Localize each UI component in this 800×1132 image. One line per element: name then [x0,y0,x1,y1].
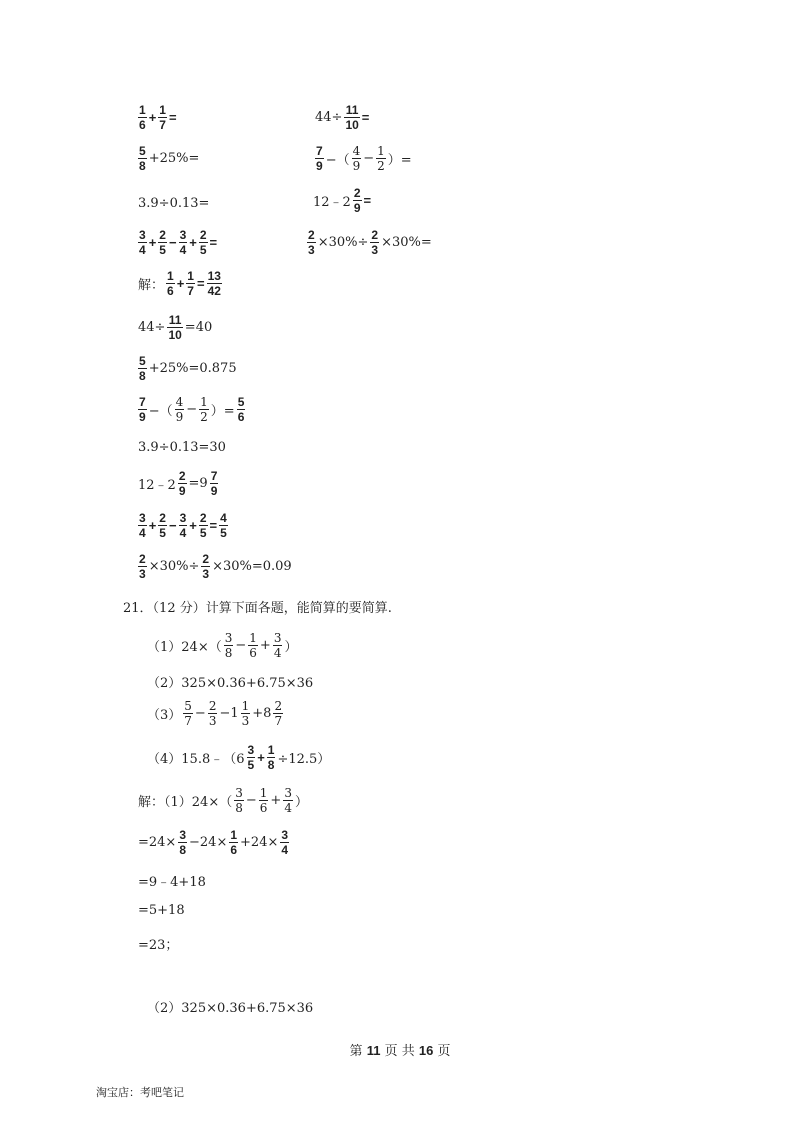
math-text: （4）15.8﹣（6 [147,752,245,767]
footer-text: 第 [349,1044,367,1059]
denominator: 8 [235,801,243,815]
solution-6 [137,470,219,497]
math-text: = [363,193,372,208]
denominator: 6 [237,410,245,424]
solution-3 [137,355,238,382]
math-text: ×30%=0.09 [212,559,292,574]
fraction [138,396,147,423]
fraction [179,229,188,256]
math-text: +25%=0.875 [148,361,237,376]
denominator: 6 [139,118,146,132]
fraction [229,829,238,856]
fraction [280,829,289,856]
denominator: 3 [208,714,217,728]
denominator: 4 [273,646,282,660]
numerator: 3 [179,828,187,842]
numerator: 3 [273,631,282,645]
numerator: 5 [184,699,192,713]
denominator: 6 [230,843,238,857]
fraction [247,744,256,771]
numerator: 1 [230,828,238,842]
question-21-title [122,597,393,616]
denominator: 7 [274,714,283,728]
total-pages: 16 [418,1043,434,1058]
denominator: 9 [353,201,361,215]
numerator: 3 [235,786,243,800]
denominator: 4 [179,243,187,257]
fraction [237,396,246,423]
numerator: 7 [316,144,323,158]
problem-5 [137,196,210,211]
math-text: ） [294,795,308,810]
fraction [199,396,209,423]
fraction [241,700,251,727]
numerator: 1 [249,631,257,645]
denominator: 3 [241,714,250,728]
solution-4 [137,396,246,423]
q21-item-3 [146,700,284,727]
math-text: + [176,276,185,291]
math-text: （3） [147,708,182,723]
math-text: ） [284,640,298,655]
math-text: 解：（1）24×（ [138,795,233,810]
denominator: 3 [139,567,146,581]
numerator: 2 [208,699,217,713]
q21-item-2 [146,672,314,691]
math-text: =9 [188,476,208,491]
denominator: 5 [247,758,255,772]
math-text: −（ [325,153,350,168]
problem-2 [314,104,370,131]
denominator: 10 [168,328,182,342]
math-text: −（ [148,404,173,419]
math-text: 44÷ [138,320,166,335]
denominator: 4 [139,243,146,257]
q21-solution-next [146,997,314,1016]
numerator: 2 [274,699,283,713]
denominator: 4 [281,843,289,857]
numerator: 5 [237,395,245,409]
numerator: 1 [241,699,250,713]
math-text: = [168,110,177,125]
numerator: 3 [179,511,187,525]
denominator: 9 [210,484,218,498]
fraction [352,145,362,172]
denominator: 6 [259,801,268,815]
problem-8 [306,229,433,256]
fraction [273,700,283,727]
numerator: 1 [377,144,385,158]
math-text: （2）325×0.36+6.75×36 [147,676,314,691]
fraction [186,270,195,297]
numerator: 2 [202,552,210,566]
math-text: −1 [219,706,239,721]
denominator: 3 [371,243,379,257]
numerator: 11 [345,103,359,117]
numerator: 1 [267,743,275,757]
fraction [234,787,244,814]
problem-1 [137,104,178,131]
numerator: 3 [247,743,255,757]
math-text: +24× [240,835,279,850]
denominator: 5 [159,526,166,540]
denominator: 9 [139,410,146,424]
fraction [175,396,185,423]
math-text: + [189,235,197,250]
math-text: − [186,402,198,417]
fraction [208,700,218,727]
fraction [201,553,210,580]
math-text: 12﹣2 [138,478,176,493]
math-text: + [148,110,157,125]
math-text: ）= [210,404,235,419]
math-text: − [168,235,177,250]
denominator: 2 [377,159,385,173]
math-text: 12﹣2 [313,195,351,210]
numerator: 1 [139,103,146,117]
q21-item-4 [146,744,331,771]
fraction [138,229,147,256]
math-text: − [194,706,206,721]
denominator: 5 [159,243,166,257]
fraction [370,229,379,256]
math-text: =40 [184,320,213,335]
fraction [183,700,193,727]
numerator: 3 [139,228,146,242]
numerator: 5 [139,354,146,368]
fraction [259,787,269,814]
fraction [167,314,182,341]
denominator: 8 [224,646,233,660]
denominator: 9 [316,159,323,173]
fraction [138,145,147,172]
fraction [138,355,147,382]
denominator: 4 [284,801,292,815]
math-text: 21．（12 分）计算下面各题，能简算的要简算. [123,601,392,616]
math-text: 解： [138,278,165,293]
fraction [344,104,359,131]
fraction [307,229,316,256]
denominator: 8 [179,843,187,857]
q21-solution-1 [137,787,309,814]
fraction [207,270,222,297]
fraction [315,145,324,172]
numerator: 2 [159,228,166,242]
denominator: 5 [220,526,227,540]
numerator: 3 [139,511,146,525]
denominator: 4 [179,526,187,540]
math-text: + [270,793,282,808]
numerator: 3 [281,828,289,842]
numerator: 2 [199,228,207,242]
math-text: ×30%÷ [317,235,369,250]
solution-5 [137,440,227,455]
math-text: + [257,750,265,765]
math-text: =9﹣4+18 [138,875,206,890]
math-text: + [148,235,157,250]
math-text: = [209,518,218,533]
denominator: 7 [184,714,192,728]
q21-solution-step-4 [137,903,186,918]
numerator: 4 [352,144,361,158]
math-text: = [361,110,370,125]
numerator: 7 [210,469,218,483]
math-text: + [189,518,197,533]
fraction [199,229,208,256]
denominator: 10 [345,118,359,132]
numerator: 4 [175,395,184,409]
denominator: 4 [139,526,146,540]
numerator: 1 [187,269,194,283]
fraction [138,512,147,539]
denominator: 3 [308,243,315,257]
numerator: 4 [220,511,227,525]
fraction [210,470,219,497]
numerator: 13 [207,269,221,283]
solution-2 [137,314,213,341]
fraction [219,512,228,539]
math-text: ×30%÷ [148,559,200,574]
fraction [283,787,293,814]
math-text: ÷12.5） [277,752,331,767]
numerator: 1 [159,103,166,117]
q21-solution-step-3 [137,871,207,890]
fraction [178,470,187,497]
numerator: 2 [353,186,361,200]
math-text: + [148,518,157,533]
math-text: +25%= [148,151,200,166]
math-text: 3.9÷0.13=30 [138,440,226,455]
fraction [138,553,147,580]
q21-solution-step-2 [137,829,290,856]
math-text: − [245,793,257,808]
denominator: 2 [200,410,208,424]
math-text: =24× [138,835,177,850]
page-footer [0,1040,800,1059]
numerator: 2 [371,228,379,242]
math-text: + [259,638,271,653]
numerator: 2 [308,228,315,242]
denominator: 3 [202,567,210,581]
fraction [273,632,283,659]
denominator: 8 [267,758,275,772]
denominator: 8 [139,369,146,383]
fraction [267,744,276,771]
solution-8 [137,553,293,580]
numerator: 3 [179,228,187,242]
numerator: 2 [199,511,207,525]
fraction [178,829,187,856]
numerator: 2 [159,511,166,525]
math-text: 3.9÷0.13= [138,196,210,211]
numerator: 1 [259,786,268,800]
denominator: 6 [167,284,174,298]
solution-1 [137,270,223,297]
math-text: − [235,638,247,653]
math-text: ×30%= [381,235,432,250]
denominator: 7 [159,118,166,132]
denominator: 7 [187,284,194,298]
numerator: 3 [224,631,233,645]
denominator: 9 [178,484,186,498]
numerator: 2 [139,552,146,566]
problem-7 [137,229,218,256]
numerator: 11 [168,313,182,327]
numerator: 3 [284,786,292,800]
math-text: = [209,235,218,250]
problem-4 [314,145,413,172]
numerator: 5 [139,144,146,158]
math-text: +8 [252,706,272,721]
denominator: 6 [249,646,257,660]
math-text: =23； [138,938,179,953]
denominator: 5 [199,243,207,257]
footer-text: 页 [433,1044,451,1059]
denominator: 42 [207,284,221,298]
fraction [353,187,362,214]
fraction [158,229,167,256]
q21-solution-step-5 [137,934,179,953]
problem-6 [312,187,372,214]
fraction [158,512,167,539]
footer-text: 页 共 [380,1044,419,1059]
numerator: 7 [139,395,146,409]
math-text: −24× [189,835,228,850]
math-text: =5+18 [138,903,185,918]
q21-item-1 [146,632,298,659]
fraction [158,104,167,131]
math-text: − [168,518,177,533]
fraction [179,512,188,539]
denominator: 9 [175,410,184,424]
current-page: 11 [366,1043,381,1058]
solution-7 [137,512,229,539]
denominator: 9 [352,159,361,173]
math-text: （1）24×（ [147,640,222,655]
fraction [248,632,258,659]
math-text: 44÷ [315,110,343,125]
denominator: 8 [139,159,146,173]
numerator: 1 [167,269,174,283]
fraction [224,632,234,659]
denominator: 5 [199,526,207,540]
problem-3 [137,145,200,172]
shop-watermark: 淘宝店：考吧笔记 [96,1086,184,1099]
fraction [376,145,386,172]
math-text: ）= [387,153,412,168]
math-text: − [363,151,375,166]
numerator: 2 [178,469,186,483]
math-text: （2）325×0.36+6.75×36 [147,1001,314,1016]
fraction [199,512,208,539]
math-text: = [196,276,205,291]
fraction [166,270,175,297]
fraction [138,104,147,131]
numerator: 1 [200,395,208,409]
